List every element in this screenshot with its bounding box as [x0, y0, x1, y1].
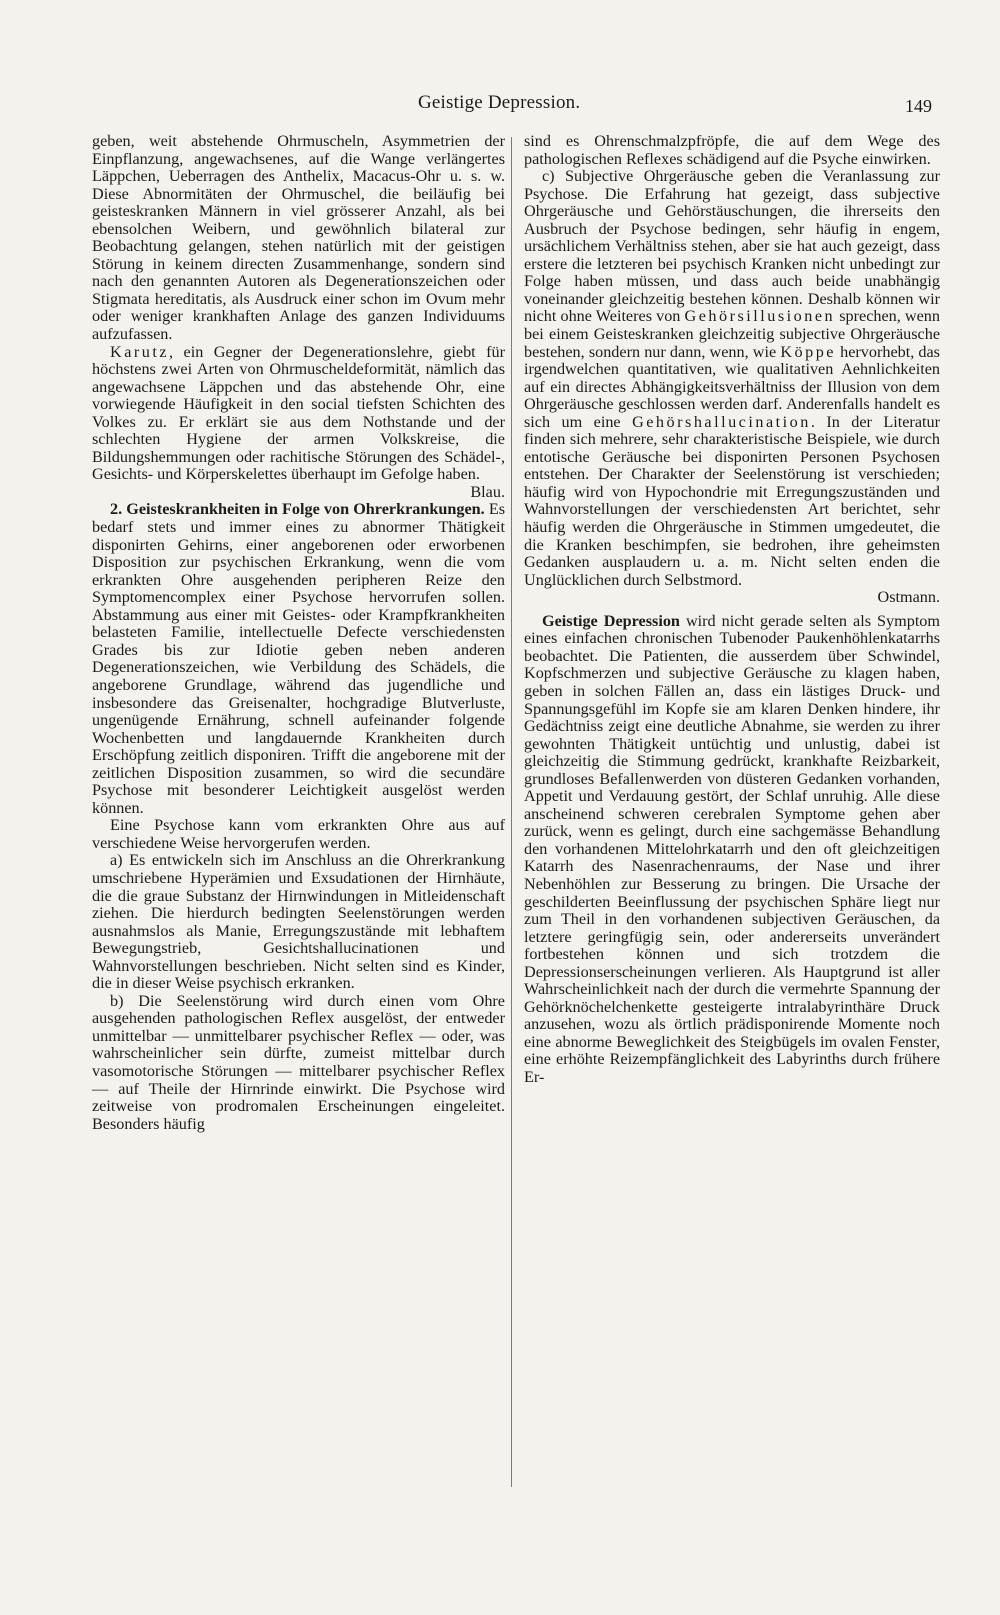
- right-column: [524, 133, 940, 1087]
- column-rule: [511, 137, 512, 1487]
- spaced-term: Gehörsillusionen: [684, 307, 836, 326]
- paragraph: geben, weit abstehende Ohrmuscheln, Asymmetrien der Einpflanzung, angewachsenes, auf die Wange verlängertes Läppchen, Ueberragen des Anthelix, Macacus-Ohr u. s. w. Diese Abnormitäten der Ohrmuschel, die beiläufig bei geisteskranken Männern in viel grösserer Anzahl, als bei ebensolchen Weibern, und gewöhnlich bilateral zur Beobachtung gelangen, stehen natürlich mit der geistigen Störung in keinem directen Zusammenhange, sondern sind nach den genannten Autoren als Degenerationszeichen oder Stigmata hereditatis, als Ausdruck einer schon im Ovum mehr oder weniger krankhaften Anlage des ganzen Individuums aufzufassen.: [92, 132, 505, 344]
- author-name: Köppe: [780, 342, 836, 361]
- paragraph-text: hervorhebt, das irgendwelchen quantitativen, wie qualitativen Aehnlichkeiten auf ein directes Abhängigkeitsverhältniss der Illusion von dem Ohrgeräusche geschlossen werden darf. Anderenfalls handelt es sich um eine: [524, 342, 940, 431]
- paragraph: a) Es entwickeln sich im Anschluss an die Ohrerkrankung umschriebene Hyperämien und Exsudationen der Hirnhäute, die die graue Substanz der Hirnwindungen in Mitleidenschaft ziehen. Die hierdurch bedingten Seelenstörungen werden ausnahmslos als Manie, Erregungszustände mit lebhaftem Bewegungstrieb, Gesichtshallucinationen und Wahnvorstellungen beschrieben. Nicht selten sind es Kinder, die in dieser Weise psychisch erkranken.: [92, 851, 505, 993]
- left-column: [92, 133, 505, 1133]
- paragraph-text: c) Subjective Ohrgeräusche geben die Veranlassung zur Psychose. Die Erfahrung hat gezeigt, dass subjective Ohrgeräusche und Gehörstäuschungen, die ihrerseits den Ausbruch der Psychose bedingen, sehr häufig in engem, ursächlichem Verhältniss stehen, aber sie hat auch gezeigt, dass erstere die letzteren bei psychisch Kranken nicht unbedingt zur Folge haben müssen, und dass auch beide unabhängig voneinander gleichzeitig bestehen können. Deshalb können wir nicht ohne Weiteres von: [524, 167, 940, 326]
- paragraph: [524, 613, 940, 1087]
- paragraph-text: , ein Gegner der Degenerationslehre, giebt für höchstens zwei Arten von Ohrmuscheldeformität, nämlich das angewachsene Läppchen und das abstehende Ohr, eine vorwiegende Häufigkeit in den social tiefsten Schichten des Volkes zu. Er erklärt sie aus dem Nothstande und der schlechten Hygiene der armen Volkskreise, die Bildungshemmungen oder rachitische Störungen des Schädel-, Gesichts- und Körperskelettes überhaupt im Gefolge haben.: [92, 342, 505, 484]
- section-heading: Geistige Depression: [542, 611, 680, 630]
- paragraph: [92, 344, 505, 484]
- page-number: 149: [905, 96, 932, 116]
- author-signature: Blau.: [470, 482, 505, 501]
- paragraph: [92, 501, 505, 817]
- paragraph-text: Es bedarf stets und immer eines zu abnormer Thätigkeit disponirten Gehirns, einer angeborenen oder erworbenen Disposition zur psychischen Erkrankung, wenn die vom erkrankten Ohre ausgehenden peripheren Reize den Symptomencomplex einer Psychose hervorrufen sollen. Abstammung aus einer mit Geistes- oder Krampfkrankheiten belasteten Familie, intellectuelle Defecte verschiedensten Grades bis zur Idiotie geben neben anderen Degenerationszeichen, wie Verbildung des Schädels, die angeborene Grundlage, während das jugendliche und insbesondere das Greisenalter, hochgradige Blutverluste, ungenügende Ernährung, schnell aufeinander folgende Wochenbetten und langdauernde Krankheiten durch Erschöpfung zeitlich disponiren. Trifft die angeborene mit der zeitlichen Disposition zusammen, so wird die secundäre Psychose mit besonderer Leichtigkeit ausgelöst werden können.: [92, 500, 505, 817]
- paragraph: b) Die Seelenstörung wird durch einen vom Ohre ausgehenden pathologischen Reflex ausgelöst, der entweder unmittelbar — unmittelbarer psychischer Reflex — oder, was wahrscheinlicher sein dürfte, zumeist mittelbar durch vasomotorische Störungen — mittelbarer psychischer Reflex — auf Theile der Hirnrinde einwirkt. Die Psychose wird zeitweise von prodromalen Erscheinungen eingeleitet. Besonders häufig: [92, 991, 505, 1133]
- section-heading: 2. Geisteskrankheiten in Folge von Ohrerkrankungen.: [110, 500, 485, 519]
- author-name: Karutz: [110, 342, 170, 361]
- paragraph-text: . In der Literatur finden sich mehrere, sehr charakteristische Beispiele, wie durch entotische Geräusche bei disponirten Personen Psychosen entstehen. Der Charakter der Seelenstörung ist verschieden; häufig wird von Hypochondrie mit Erregungszuständen und Wahnvorstellungen der verschiedensten Art berichtet, sehr häufig werden die Ohrgeräusche in Stimmen umgedeutet, die die Kranken beschimpfen, sie bedrohen, ihre geheimsten Gedanken ausplaudern u. a. m. Nicht selten enden die Unglücklichen durch Selbstmord.: [524, 412, 940, 589]
- paragraph: [524, 168, 940, 589]
- author-signature: Ostmann.: [877, 588, 940, 607]
- paragraph: Eine Psychose kann vom erkrankten Ohre aus auf verschiedene Weise hervorgerufen werden.: [92, 816, 505, 852]
- paragraph-text: sprechen, wenn bei einem Geisteskranken gleichzeitig subjective Ohrgeräusche bestehen, sondern nur dann, wenn, wie: [524, 307, 940, 361]
- spaced-term: Gehörshallucination: [632, 412, 811, 431]
- paragraph-text: wird nicht gerade selten als Symptom eines einfachen chronischen Tubenoder Paukenhöhlenkatarrhs beobachtet. Die Patienten, die ausserdem über Schwindel, Kopfschmerzen und subjective Geräusche zu klagen haben, geben in solchen Fällen an, dass ein lästiges Druck- und Spannungsgefühl im Kopfe sie am klaren Denken hindere, ihr Gedächtniss zeigt eine deutliche Abnahme, sie werden zu ihrer gewohnten Thätigkeit untüchtig und unlustig, dabei ist gleichzeitig die Stimmung gedrückt, krankhafte Reizbarkeit, grundloses Befallenwerden von düsteren Gedanken vorhanden, Appetit und Verdauung gestört, der Schlaf unruhig. Alle diese anscheinend schweren cerebralen Symptome gehen aber zurück, wenn es gelingt, durch eine sachgemässe Behandlung den vorhandenen Mittelohrkatarrh und den oft gleichzeitigen Katarrh des Nasenrachenraums, der Nase und ihrer Nebenhöhlen zur Besserung zu bringen. Die Ursache der geschilderten Beeinflussung der psychischen Sphäre liegt nur zum Theil in den vorhandenen subjectiven Geräuschen, da letztere geringfügig sein, oder andererseits unverändert fortbestehen können und sich trotzdem die Depressionserscheinungen verlieren. Als Hauptgrund ist aller Wahrscheinlichkeit nach der durch die vermehrte Spannung der Gehörknöchelchenkette gesteigerte intralabyrinthäre Druck anzusehen, wozu als örtlich prädisponirende Momente noch eine abnorme Beweglichkeit des Steigbügels im ovalen Fenster, eine erhöhte Reizempfänglichkeit des Labyrinths durch frühere Er-: [524, 611, 940, 1086]
- paragraph: sind es Ohrenschmalzpfröpfe, die auf dem Wege des pathologischen Reflexes schädigend auf die Psyche einwirken.: [524, 132, 940, 168]
- running-header-title: Geistige Depression.: [418, 92, 581, 113]
